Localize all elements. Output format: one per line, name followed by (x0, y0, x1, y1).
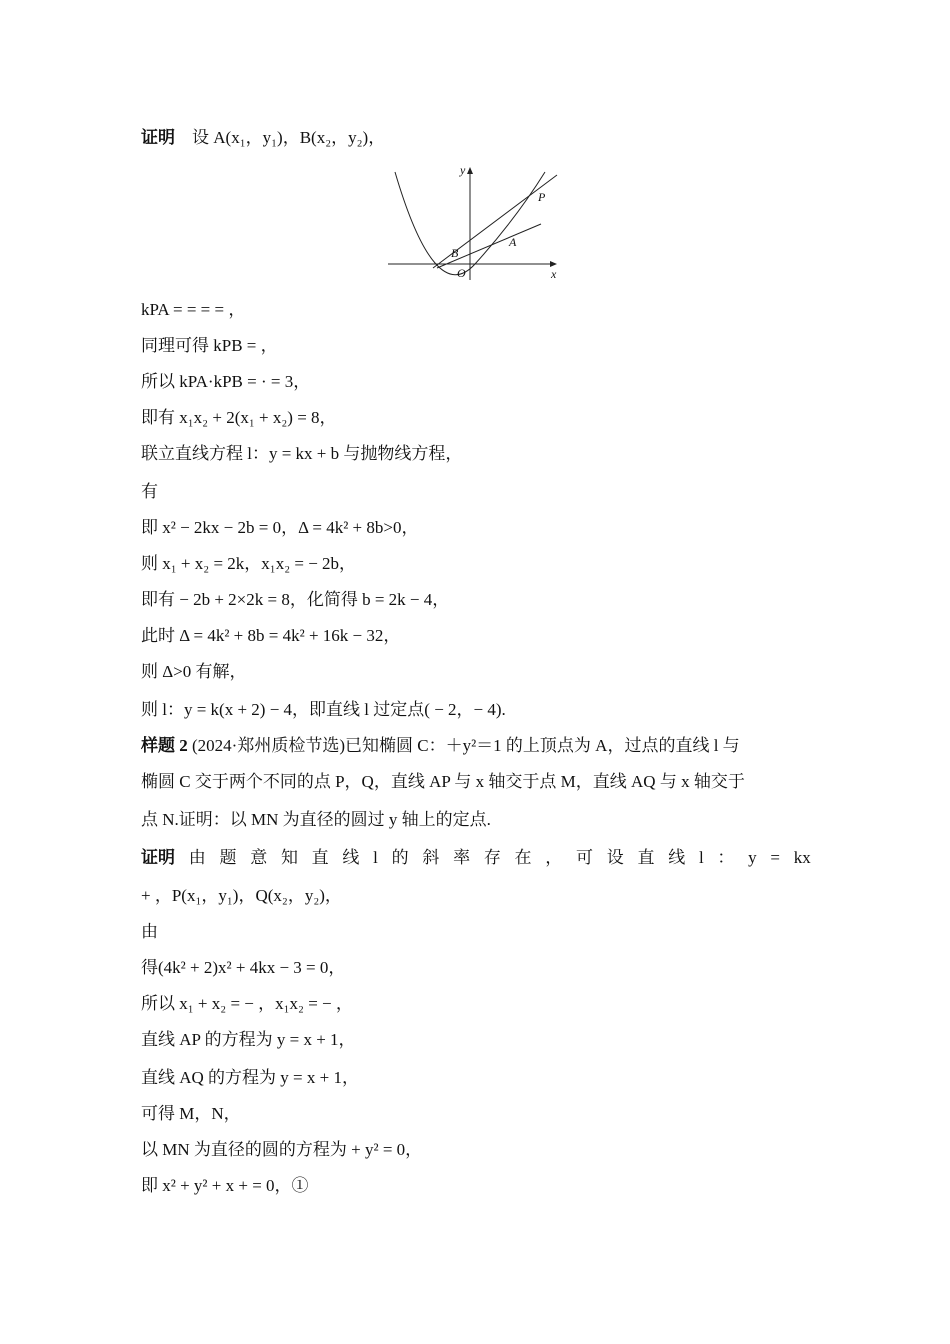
proof2-char: 存 (483, 848, 501, 867)
proof2-char: 的 (391, 848, 409, 867)
proof1-step-8: 则 x₁ + x₂ = 2k，x₁x₂ = − 2b， (141, 554, 357, 573)
problem2-line-3: 点 N.证明：以 MN 为直径的圆过 y 轴上的定点. (141, 810, 491, 829)
proof2-char: 斜 (422, 848, 440, 867)
problem2-heading: 样题 2 (141, 736, 188, 755)
proof2-char: ： (717, 848, 735, 867)
proof2-step-8: 即 x² + y² + x + = 0，① (141, 1176, 309, 1195)
proof2-step-7: 以 MN 为直径的圆的方程为 + y² = 0， (141, 1140, 423, 1159)
proof2-char: l (373, 848, 378, 867)
proof2-char: 题 (219, 848, 237, 867)
problem2-line-1 (141, 734, 811, 758)
proof2-char: 可 (576, 848, 594, 867)
proof2-line-1 (141, 846, 811, 870)
proof2-char: 线 (668, 848, 686, 867)
proof1-step-11: 则 Δ>0 有解， (141, 662, 247, 681)
proof2-heading: 证明 (141, 848, 175, 867)
proof2-step-6: 可得 M，N， (141, 1104, 241, 1123)
label-origin: O (457, 266, 466, 280)
problem2-text-1: (2024·郑州质检节选)已知椭圆 C：＋y²＝1 的上顶点为 A，过点的直线 l 与 (192, 736, 740, 755)
proof2-char: 知 (280, 848, 298, 867)
proof2-char: 由 (188, 848, 206, 867)
parabola-diagram (385, 158, 565, 284)
proof2-char: 设 (606, 848, 624, 867)
label-A: A (509, 235, 517, 249)
proof1-intro: 设 A(x₁，y₁)，B(x₂，y₂)， (192, 128, 386, 147)
proof1-step-6: 有 (141, 482, 158, 501)
parabola-figure (385, 158, 565, 284)
proof2-char: 率 (453, 848, 471, 867)
proof1-line (141, 126, 811, 150)
proof2-char: kx (793, 848, 811, 867)
proof2-step-1: 由 (141, 922, 158, 941)
proof1-step-1: kPA = = = = ， (141, 300, 246, 319)
proof1-step-12: 则 l：y = k(x + 2) − 4，即直线 l 过定点( − 2，− 4). (141, 700, 506, 719)
proof2-char: y (748, 848, 757, 867)
proof2-char: 直 (311, 848, 329, 867)
proof2-char: = (770, 848, 780, 867)
proof2-char: 意 (250, 848, 268, 867)
y-axis-arrow (467, 167, 473, 174)
proof1-step-3: 所以 kPA·kPB = · = 3， (141, 372, 311, 391)
proof1-step-5: 联立直线方程 l：y = kx + b 与抛物线方程， (141, 444, 463, 463)
proof2-char: l (698, 848, 704, 867)
proof2-step-3: 所以 x₁ + x₂ = − ，x₁x₂ = − ， (141, 994, 353, 1013)
proof1-step-2: 同理可得 kPB = ， (141, 336, 278, 355)
proof2-char: 线 (342, 848, 360, 867)
proof2-char: 在 (514, 848, 532, 867)
proof2-char: ， (545, 848, 563, 867)
proof1-step-4: 即有 x₁x₂ + 2(x₁ + x₂) = 8， (141, 408, 337, 427)
label-P: P (538, 190, 546, 204)
proof2-step-2: 得(4k² + 2)x² + 4kx − 3 = 0， (141, 958, 346, 977)
proof2-char: 直 (637, 848, 655, 867)
proof2-line-2: + ，P(x₁，y₁)，Q(x₂，y₂)， (141, 886, 342, 905)
proof1-step-9: 即有 − 2b + 2×2k = 8，化简得 b = 2k − 4， (141, 590, 450, 609)
label-y: y (460, 163, 466, 177)
problem2-line-2: 椭圆 C 交于两个不同的点 P，Q，直线 AP 与 x 轴交于点 M，直线 AQ 与 x 轴交于 (141, 772, 745, 791)
proof2-step-5: 直线 AQ 的方程为 y = x + 1， (141, 1068, 359, 1087)
label-B: B (451, 246, 459, 260)
proof2-step-4: 直线 AP 的方程为 y = x + 1， (141, 1030, 356, 1049)
proof1-step-10: 此时 Δ = 4k² + 8b = 4k² + 16k − 32， (141, 626, 401, 645)
proof1-heading: 证明 (141, 128, 175, 147)
proof1-step-7: 即 x² − 2kx − 2b = 0，Δ = 4k² + 8b>0， (141, 518, 419, 537)
label-x: x (551, 267, 557, 281)
